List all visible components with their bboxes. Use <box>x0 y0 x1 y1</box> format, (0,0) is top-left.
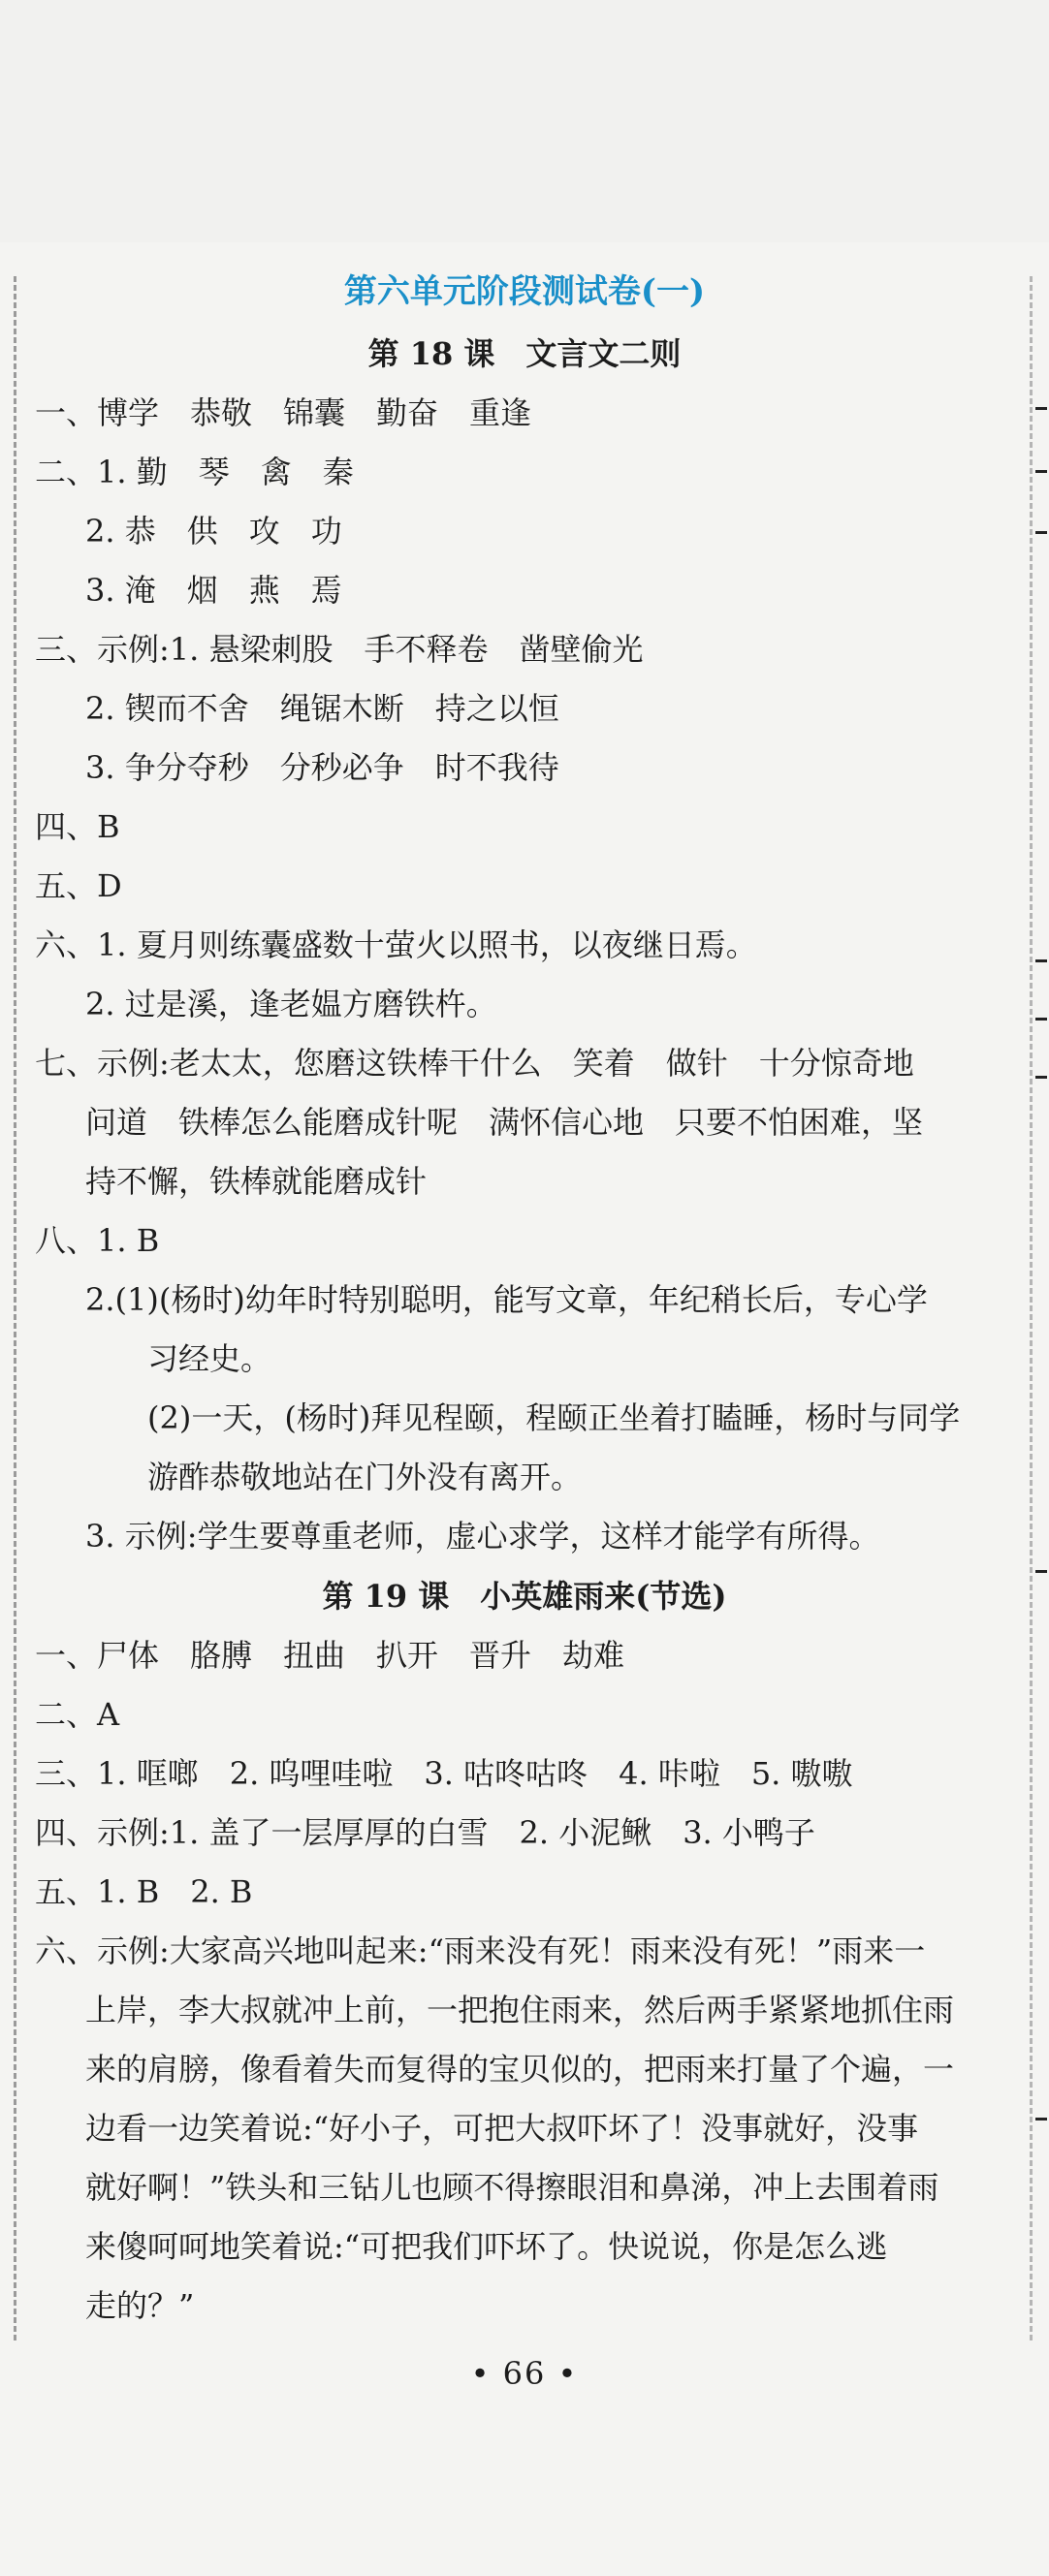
answer-line: 三、示例:1. 悬梁刺股 手不释卷 凿壁偷光 <box>35 631 644 668</box>
answer-line: 走的？” <box>85 2287 195 2324</box>
answer-line: 上岸，李大叔就冲上前，一把抱住雨来，然后两手紧紧地抓住雨 <box>85 1992 955 2028</box>
answer-line: 一、尸体 胳膊 扭曲 扒开 晋升 劫难 <box>35 1637 625 1674</box>
lesson-19-title: 第 19 课 小英雄雨来(节选) <box>322 1578 727 1615</box>
answer-line: 3. 示例:学生要尊重老师，虚心求学，这样才能学有所得。 <box>85 1518 880 1555</box>
answer-line: 问道 铁棒怎么能磨成针呢 满怀信心地 只要不怕困难，坚 <box>85 1104 924 1141</box>
right-dashed-border <box>1030 276 1033 2340</box>
answer-line: 五、1. B 2. B <box>35 1873 253 1910</box>
answer-line: 2. 过是溪，逢老媪方磨铁杵。 <box>85 986 497 1022</box>
left-dashed-border <box>14 276 16 2340</box>
answer-line: 习经史。 <box>147 1340 272 1377</box>
lesson-18-answers <box>35 384 1014 1566</box>
answer-line: 2.(1)(杨时)幼年时特别聪明，能写文章，年纪稍长后，专心学 <box>85 1281 928 1318</box>
lesson-19-answers <box>35 1626 1014 2336</box>
unit-title: 第六单元阶段测试卷(一) <box>343 272 706 311</box>
answer-line: (2)一天，(杨时)拜见程颐，程颐正坐着打瞌睡，杨时与同学 <box>147 1399 961 1436</box>
answer-line: 六、1. 夏月则练囊盛数十萤火以照书，以夜继日焉。 <box>35 927 757 963</box>
answer-line: 2. 锲而不舍 绳锯木断 持之以恒 <box>85 690 559 727</box>
answer-line: 四、示例:1. 盖了一层厚厚的白雪 2. 小泥鳅 3. 小鸭子 <box>35 1814 815 1851</box>
answer-line: 六、示例:大家高兴地叫起来:“雨来没有死！雨来没有死！”雨来一 <box>35 1932 926 1969</box>
answer-line: 持不懈，铁棒就能磨成针 <box>85 1163 428 1200</box>
answer-line: 边看一边笑着说:“好小子，可把大叔吓坏了！没事就好，没事 <box>85 2110 919 2147</box>
page-top-margin <box>0 0 1049 242</box>
answer-line: 四、B <box>35 808 120 845</box>
answer-line: 3. 淹 烟 燕 焉 <box>85 572 342 609</box>
answer-content <box>35 260 1014 2336</box>
answer-line: 七、示例:老太太，您磨这铁棒干什么 笑着 做针 十分惊奇地 <box>35 1045 914 1082</box>
answer-line: 来的肩膀，像看着失而复得的宝贝似的，把雨来打量了个遍，一 <box>85 2051 955 2088</box>
page-number: • 66 • <box>470 2355 579 2392</box>
lesson-18-title: 第 18 课 文言文二则 <box>367 335 682 372</box>
answer-line: 二、1. 勤 琴 禽 秦 <box>35 454 354 490</box>
answer-line: 三、1. 哐啷 2. 呜哩哇啦 3. 咕咚咕咚 4. 咔啦 5. 嗷嗷 <box>35 1755 853 1792</box>
adjacent-page-edge <box>1035 0 1049 2576</box>
answer-line: 一、博学 恭敬 锦囊 勤奋 重逢 <box>35 394 532 431</box>
answer-line: 八、1. B <box>35 1222 160 1259</box>
answer-line: 来傻呵呵地笑着说:“可把我们吓坏了。快说说，你是怎么逃 <box>85 2228 888 2265</box>
answer-line: 二、A <box>35 1696 120 1733</box>
answer-line: 3. 争分夺秒 分秒必争 时不我待 <box>85 749 559 786</box>
answer-line: 2. 恭 供 攻 功 <box>85 513 342 550</box>
answer-line: 就好啊！”铁头和三钻儿也顾不得擦眼泪和鼻涕，冲上去围着雨 <box>85 2169 939 2206</box>
answer-line: 游酢恭敬地站在门外没有离开。 <box>147 1459 583 1495</box>
answer-line: 五、D <box>35 867 122 904</box>
